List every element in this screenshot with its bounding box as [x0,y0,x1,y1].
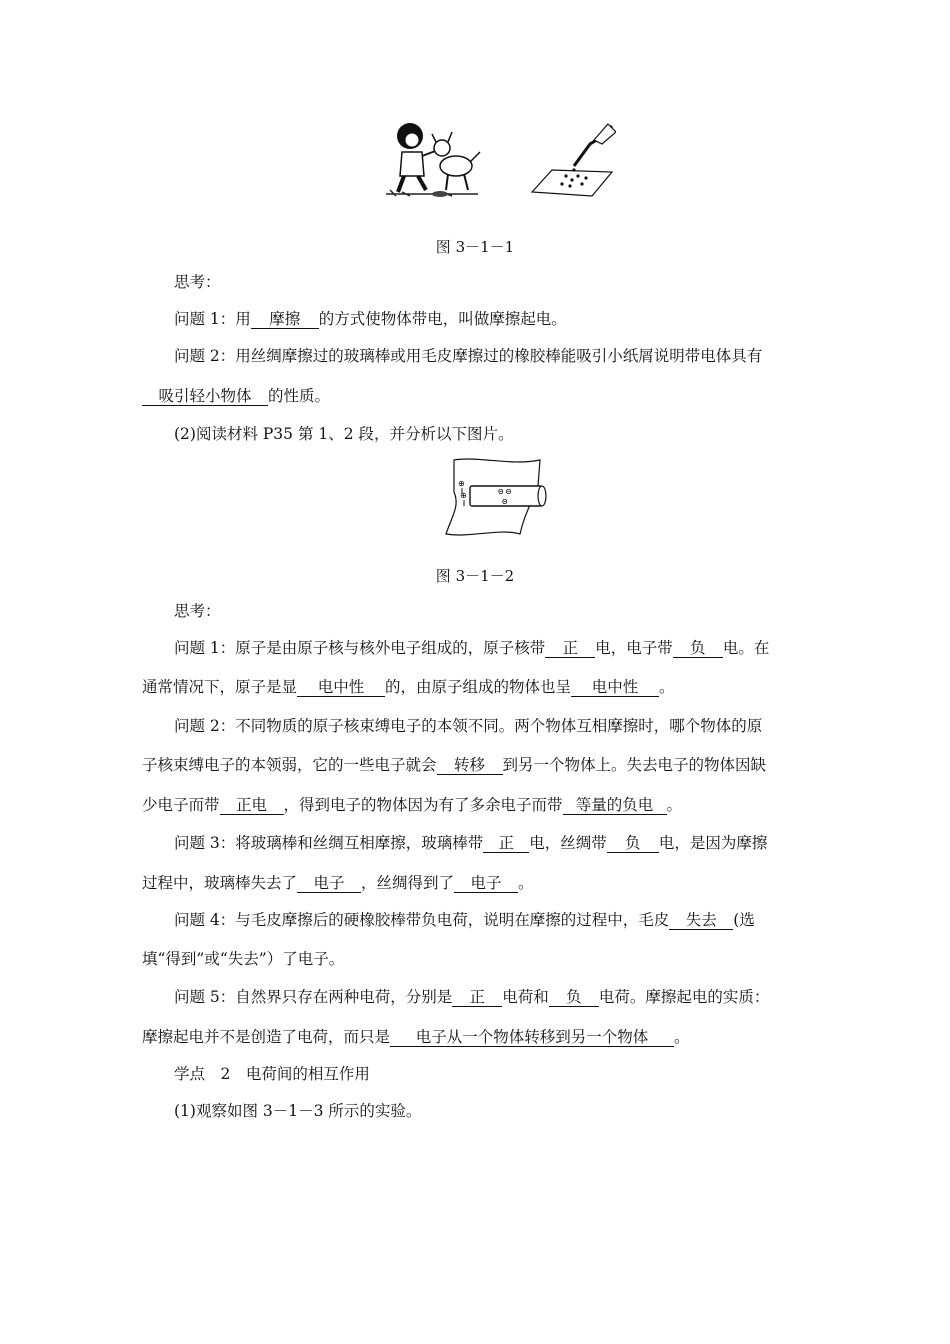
answer-blank: 电子 [297,874,361,893]
answer-blank: 失去 [669,911,733,930]
question-2-electrons-line2: 子核束缚电子的本领弱，它的一些电子就会 转移 到另一个物体上。失去电子的物体因缺 [142,756,767,774]
answer-blank: 电中性 [297,678,385,697]
girl-and-dog-illustration [382,118,492,200]
svg-text:Θ Θ: Θ Θ [498,488,512,496]
answer-blank: 吸引轻小物体 [142,387,268,406]
figure-caption-3-1-1: 图 3－1－1 [435,238,515,256]
question-2-line2: 吸引轻小物体 的性质。 [142,386,812,406]
answer-blank: 正 [452,988,502,1007]
answer-blank: 负 [549,988,599,1007]
answer-blank: 电子从一个物体转移到另一个物体 [390,1028,674,1047]
think-label: 思考： [174,273,221,291]
answer-blank: 负 [673,639,723,658]
observe-instruction: (1)观察如图 3－1－3 所示的实验。 [174,1102,422,1120]
answer-blank: 转移 [437,756,503,775]
answer-blank: 电中性 [571,678,659,697]
think-label-2: 思考： [174,602,221,620]
answer-blank: 正电 [220,796,284,815]
answer-blank: 电子 [454,874,518,893]
svg-text:Θ: Θ [502,498,508,506]
question-5-charges-line1: 问题 5：自然界只存在两种电荷，分别是 正 电荷和 负 电荷。摩擦起电的实质： [174,988,770,1006]
charged-rod-with-cloth-illustration [440,456,552,538]
svg-text:⊕: ⊕ [460,491,467,500]
question-4-fur-line2: 填“得到”或“失去”）了电子。 [142,950,345,968]
answer-blank: 负 [607,834,659,853]
question-1-friction: 问题 1：用 摩擦 的方式使物体带电，叫做摩擦起电。 [174,310,567,328]
question-2-electrons-line3: 少电子而带 正电 ，得到电子的物体因为有了多余电子而带 等量的负电 。 [142,796,683,814]
question-3-glass-rod-line1: 问题 3：将玻璃棒和丝绸互相摩擦，玻璃棒带 正 电，丝绸带 负 电，是因为摩擦 [174,834,768,852]
question-1-atom-line1: 问题 1：原子是由原子核与核外电子组成的，原子核带 正 电，电子带 负 电。在 [174,639,770,657]
question-2-electrons-line1: 问题 2：不同物质的原子核束缚电子的本领不同。两个物体互相摩擦时，哪个物体的原 [174,717,763,735]
question-5-charges-line2: 摩擦起电并不是创造了电荷，而只是 电子从一个物体转移到另一个物体 。 [142,1028,690,1046]
question-1-atom-line2: 通常情况下，原子是显 电中性 的，由原子组成的物体也呈 电中性 。 [142,678,675,696]
answer-blank: 摩擦 [251,310,319,329]
rod-attracting-paper-illustration [528,122,616,204]
svg-text:⊕: ⊕ [458,479,465,488]
section-heading: 学点 2 电荷间的相互作用 [174,1065,370,1083]
figure-caption-3-1-2: 图 3－1－2 [435,567,515,585]
question-2-line1: 问题 2：用丝绸摩擦过的玻璃棒或用毛皮摩擦过的橡胶棒能吸引小纸屑说明带电体具有 [174,347,763,365]
answer-blank: 正 [483,834,529,853]
question-3-glass-rod-line2: 过程中，玻璃棒失去了 电子 ，丝绸得到了 电子 。 [142,874,534,892]
answer-blank: 等量的负电 [563,796,667,815]
reading-instruction: (2)阅读材料 P35 第 1、2 段，并分析以下图片。 [174,425,514,443]
answer-blank: 正 [545,639,595,658]
question-4-fur-line1: 问题 4：与毛皮摩擦后的硬橡胶棒带负电荷，说明在摩擦的过程中，毛皮 失去 (选 [174,911,755,929]
